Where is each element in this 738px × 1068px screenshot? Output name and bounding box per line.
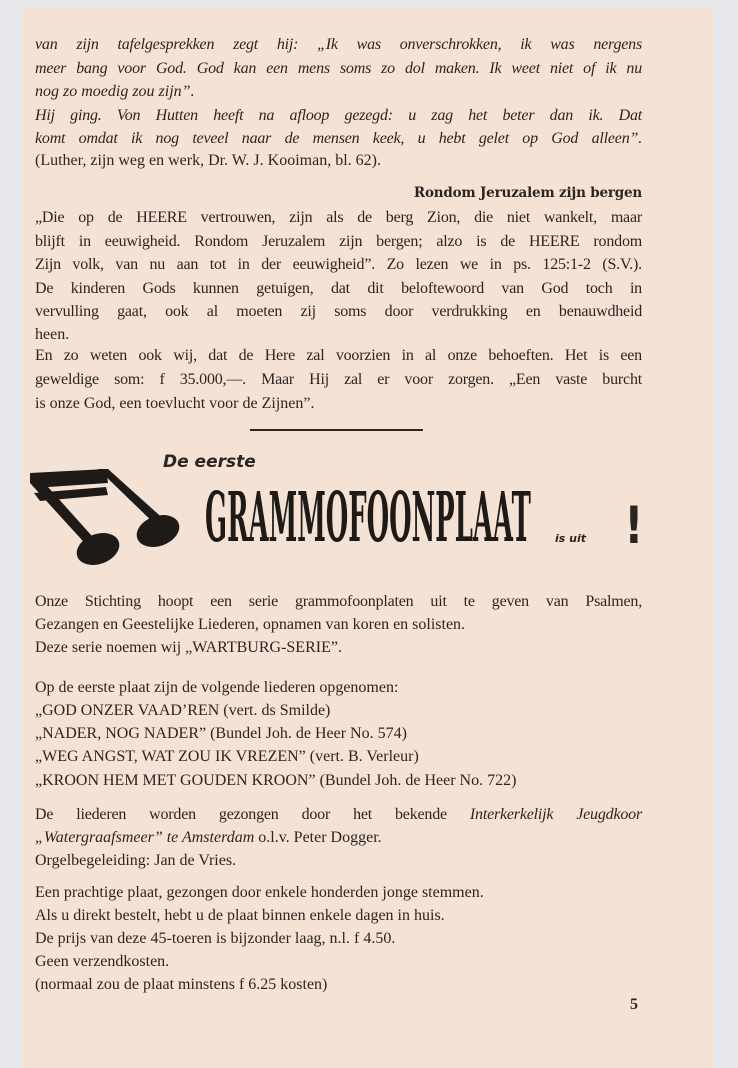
songs-intro: Op de eerste plaat zijn de volgende liederen opgenomen: xyxy=(35,679,399,696)
body-line: vervulling gaat, ook al moeten zij soms door verdrukking en benauwdheid xyxy=(35,303,642,320)
body-line: „Die op de HEERE vertrouwen, zijn als de berg Zion, die niet wankelt, maar xyxy=(35,209,642,226)
closing-line: Als u direkt bestelt, hebt u de plaat binnen enkele dagen in huis. xyxy=(35,907,445,924)
banner-post: is uit xyxy=(555,532,587,545)
quote-line: meer bang voor God. God kan een mens soms zo dol maken. Ik weet niet of ik nu xyxy=(35,60,642,77)
quote-line: komt omdat ik nog teveel naar de mensen keek, u hebt gelet op God alleen”. xyxy=(35,130,642,147)
quote-line: van zijn tafelgesprekken zegt hij: „Ik was onverschrokken, ik was nergens xyxy=(35,36,642,53)
intro-line: Onze Stichting hoopt een serie grammofoonplaten uit te geven van Psalmen, xyxy=(35,593,642,610)
body-line: geweldige som: f 35.000,—. Maar Hij zal er voor zorgen. „Een vaste burcht xyxy=(35,371,642,388)
organ-line: Orgelbegeleiding: Jan de Vries. xyxy=(35,852,237,869)
body-line: De kinderen Gods kunnen getuigen, dat dit beloftewoord van God toch in xyxy=(35,280,642,297)
intro-line: Deze serie noemen wij „WARTBURG-SERIE”. xyxy=(35,639,342,656)
song-item: „WEG ANGST, WAT ZOU IK VREZEN” (vert. B. Verleur) xyxy=(35,748,419,765)
song-item: „GOD ONZER VAAD’REN (vert. ds Smilde) xyxy=(35,702,331,719)
body-line: blijft in eeuwigheid. Rondom Jeruzalem zijn bergen; alzo is de HEERE rondom xyxy=(35,233,642,250)
closing-line: Een prachtige plaat, gezongen door enkele honderden jonge stemmen. xyxy=(35,884,484,901)
divider xyxy=(250,429,423,431)
closing-line: De prijs van deze 45-toeren is bijzonder laag, n.l. f 4.50. xyxy=(35,930,396,947)
choir-text: De liederen worden gezongen door het bekende xyxy=(35,806,447,823)
body-line: En zo weten ook wij, dat de Here zal voorzien in al onze behoeften. Het is een xyxy=(35,347,642,364)
quote-line: nog zo moedig zou zijn”. xyxy=(35,83,195,100)
closing-line: Geen verzendkosten. xyxy=(35,953,170,970)
section-heading: Rondom Jeruzalem zijn bergen xyxy=(413,185,642,201)
quote-line: Hij ging. Von Hutten heeft na afloop gezegd: u zag het beter dan ik. Dat xyxy=(35,107,642,124)
body-line: heen. xyxy=(35,326,70,343)
choir-conductor: o.l.v. Peter Dogger. xyxy=(254,829,382,846)
body-line: Zijn volk, van nu aan tot in der eeuwigheid”. Zo lezen we in ps. 125:1-2 (S.V.). xyxy=(35,256,642,273)
banner-pre: De eerste xyxy=(163,452,256,472)
banner-exclaim: ! xyxy=(624,496,644,556)
choir-location: „Watergraafsmeer” te Amsterdam xyxy=(35,829,255,846)
banner-title: GRAMMOFOONPLAAT xyxy=(205,478,531,558)
closing-line: (normaal zou de plaat minstens f 6.25 kosten) xyxy=(35,976,328,993)
page-number: 5 xyxy=(630,996,638,1013)
intro-line: Gezangen en Geestelijke Liederen, opnamen van koren en solisten. xyxy=(35,616,466,633)
choir-line xyxy=(35,805,642,825)
body-line: is onze God, een toevlucht voor de Zijnen”. xyxy=(35,395,315,412)
choir-line xyxy=(35,828,642,848)
choir-name: Interkerkelijk Jeugdkoor xyxy=(469,806,642,823)
song-item: „KROON HEM MET GOUDEN KROON” (Bundel Joh. de Heer No. 722) xyxy=(35,772,517,789)
music-note-icon xyxy=(28,465,183,570)
citation: (Luther, zijn weg en werk, Dr. W. J. Kooiman, bl. 62). xyxy=(35,152,381,169)
song-item: „NADER, NOG NADER” (Bundel Joh. de Heer No. 574) xyxy=(35,725,407,742)
